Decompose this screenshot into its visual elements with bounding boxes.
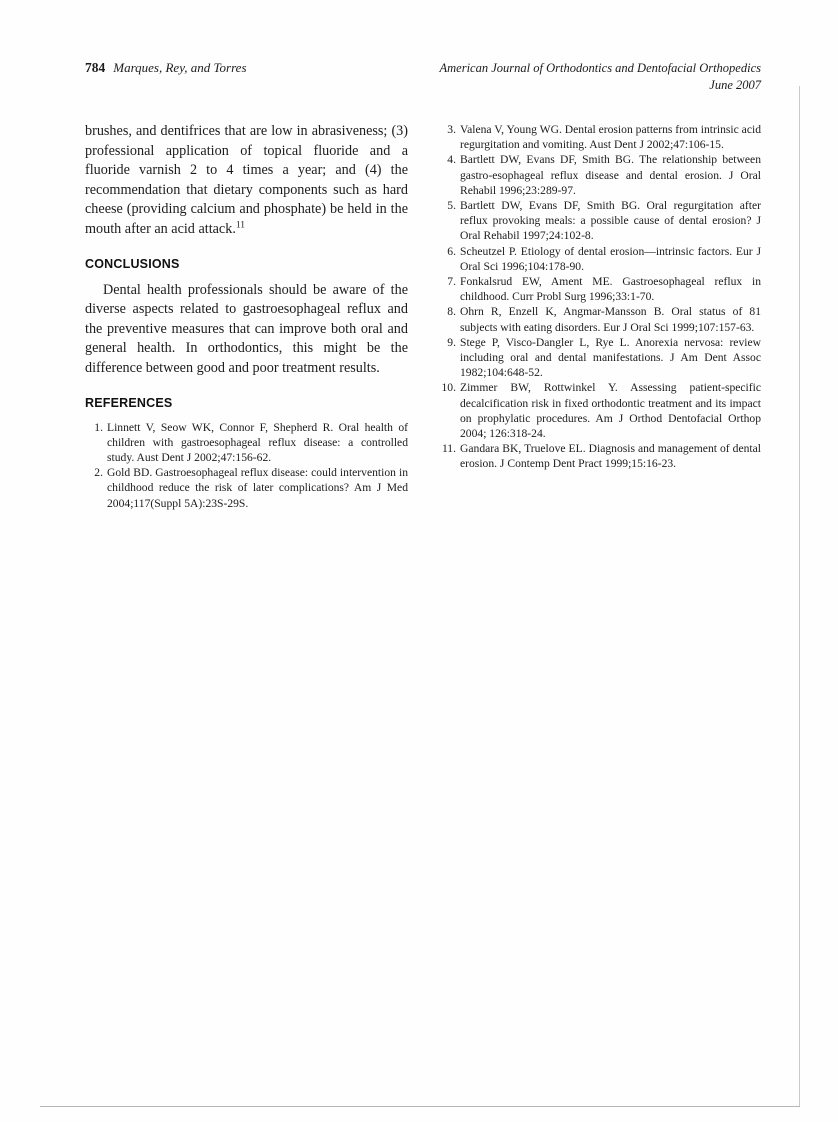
reference-text: Gold BD. Gastroesophageal reflux disease: could intervention in childhood reduce the risk of later complications? Am J Med 2004;117(Suppl 5A):23S-29S. bbox=[107, 466, 408, 510]
authors-running-head: Marques, Rey, and Torres bbox=[113, 60, 247, 75]
journal-title: American Journal of Orthodontics and Dentofacial Orthopedics bbox=[439, 61, 761, 75]
references-heading: REFERENCES bbox=[85, 395, 173, 410]
reference-number: 10. bbox=[441, 381, 456, 395]
reference-number: 3. bbox=[447, 123, 456, 136]
reference-text: Zimmer BW, Rottwinkel Y. Assessing patient-specific decalcification risk in fixed orthodontic treatment and its impact on prophylatic procedures. Am J Orthod Dentofacial Orthop 2004; 126:318-24. bbox=[460, 381, 761, 441]
reference-item bbox=[438, 380, 761, 441]
body-paragraph-continued bbox=[85, 122, 408, 240]
reference-number: 11. bbox=[441, 442, 456, 456]
reference-item bbox=[438, 441, 761, 471]
citation-superscript: 11 bbox=[235, 220, 246, 231]
reference-number: 9. bbox=[447, 335, 456, 349]
reference-number: 8. bbox=[447, 305, 456, 319]
conclusions-heading: CONCLUSIONS bbox=[85, 256, 180, 271]
reference-item bbox=[438, 335, 761, 381]
issue-date: June 2007 bbox=[709, 77, 761, 92]
reference-text: Fonkalsrud EW, Ament ME. Gastroesophageal reflux in childhood. Curr Probl Surg 1996;33:1-70. bbox=[460, 275, 761, 304]
reference-text: Bartlett DW, Evans DF, Smith BG. Oral regurgitation after reflux provoking meals: a possible cause of dental erosion? J Oral Rehabil 1997;24:102-8. bbox=[460, 199, 761, 243]
reference-item bbox=[438, 152, 761, 198]
reference-item bbox=[438, 244, 761, 274]
reference-text: Linnett V, Seow WK, Connor F, Shepherd R. Oral health of children with gastroesophageal reflux disease: a controlled study. Aust Dent J 2002;47:156-62. bbox=[107, 420, 408, 464]
running-header-left bbox=[85, 60, 247, 76]
two-column-body bbox=[85, 122, 761, 511]
reference-item bbox=[438, 274, 761, 304]
reference-number: 1. bbox=[94, 420, 103, 434]
reference-text: Valena V, Young WG. Dental erosion patterns from intrinsic acid regurgitation and vomiting. Aust Dent J 2002;47:106-15. bbox=[460, 123, 761, 152]
reference-list-left bbox=[85, 420, 408, 511]
scan-edge-horizontal-line bbox=[40, 1106, 800, 1107]
body-paragraph-text: brushes, and dentifrices that are low in abrasiveness; (3) professional application of topical fluoride and a fluoride varnish 2 to 4 times a year; and (4) the recommendation that dietary components such as hard cheese (providing calcium and phosphate) be held in the mouth after an acid attack. bbox=[85, 123, 408, 237]
running-header-right bbox=[440, 60, 762, 93]
running-header bbox=[85, 60, 761, 93]
left-column bbox=[85, 122, 408, 511]
scan-edge-vertical-line bbox=[799, 86, 800, 1107]
reference-text: Bartlett DW, Evans DF, Smith BG. The relationship between gastro-esophageal reflux disease and dental erosion. J Oral Rehabil 1996;23:289-97. bbox=[460, 153, 761, 197]
reference-item bbox=[438, 122, 761, 152]
reference-number: 4. bbox=[447, 153, 456, 167]
reference-item bbox=[85, 465, 408, 511]
reference-text: Gandara BK, Truelove EL. Diagnosis and management of dental erosion. J Contemp Dent Pract 1999;15:16-23. bbox=[460, 442, 761, 471]
reference-list-right bbox=[438, 122, 761, 472]
reference-text: Scheutzel P. Etiology of dental erosion—intrinsic factors. Eur J Oral Sci 1996;104:178-90. bbox=[460, 244, 761, 273]
reference-item bbox=[85, 420, 408, 466]
reference-number: 5. bbox=[447, 199, 456, 213]
reference-text: Stege P, Visco-Dangler L, Rye L. Anorexia nervosa: review including oral and dental manifestations. J Am Dent Assoc 1982;104:648-52. bbox=[460, 335, 761, 380]
conclusions-paragraph: Dental health professionals should be aware of the diverse aspects related to gastroesophageal reflux and the preventive measures that can improve both oral and general health. In orthodontics, this might be the difference between good and poor treatment results. bbox=[85, 281, 408, 376]
reference-item bbox=[438, 304, 761, 334]
right-column bbox=[438, 122, 761, 511]
page-number: 784 bbox=[85, 60, 106, 75]
reference-number: 7. bbox=[447, 275, 456, 289]
reference-text: Ohrn R, Enzell K, Angmar-Mansson B. Oral status of 81 subjects with eating disorders. Eur J Oral Sci 1999;107:157-63. bbox=[460, 305, 761, 334]
reference-number: 6. bbox=[447, 244, 456, 258]
reference-number: 2. bbox=[94, 466, 103, 480]
reference-item bbox=[438, 198, 761, 244]
